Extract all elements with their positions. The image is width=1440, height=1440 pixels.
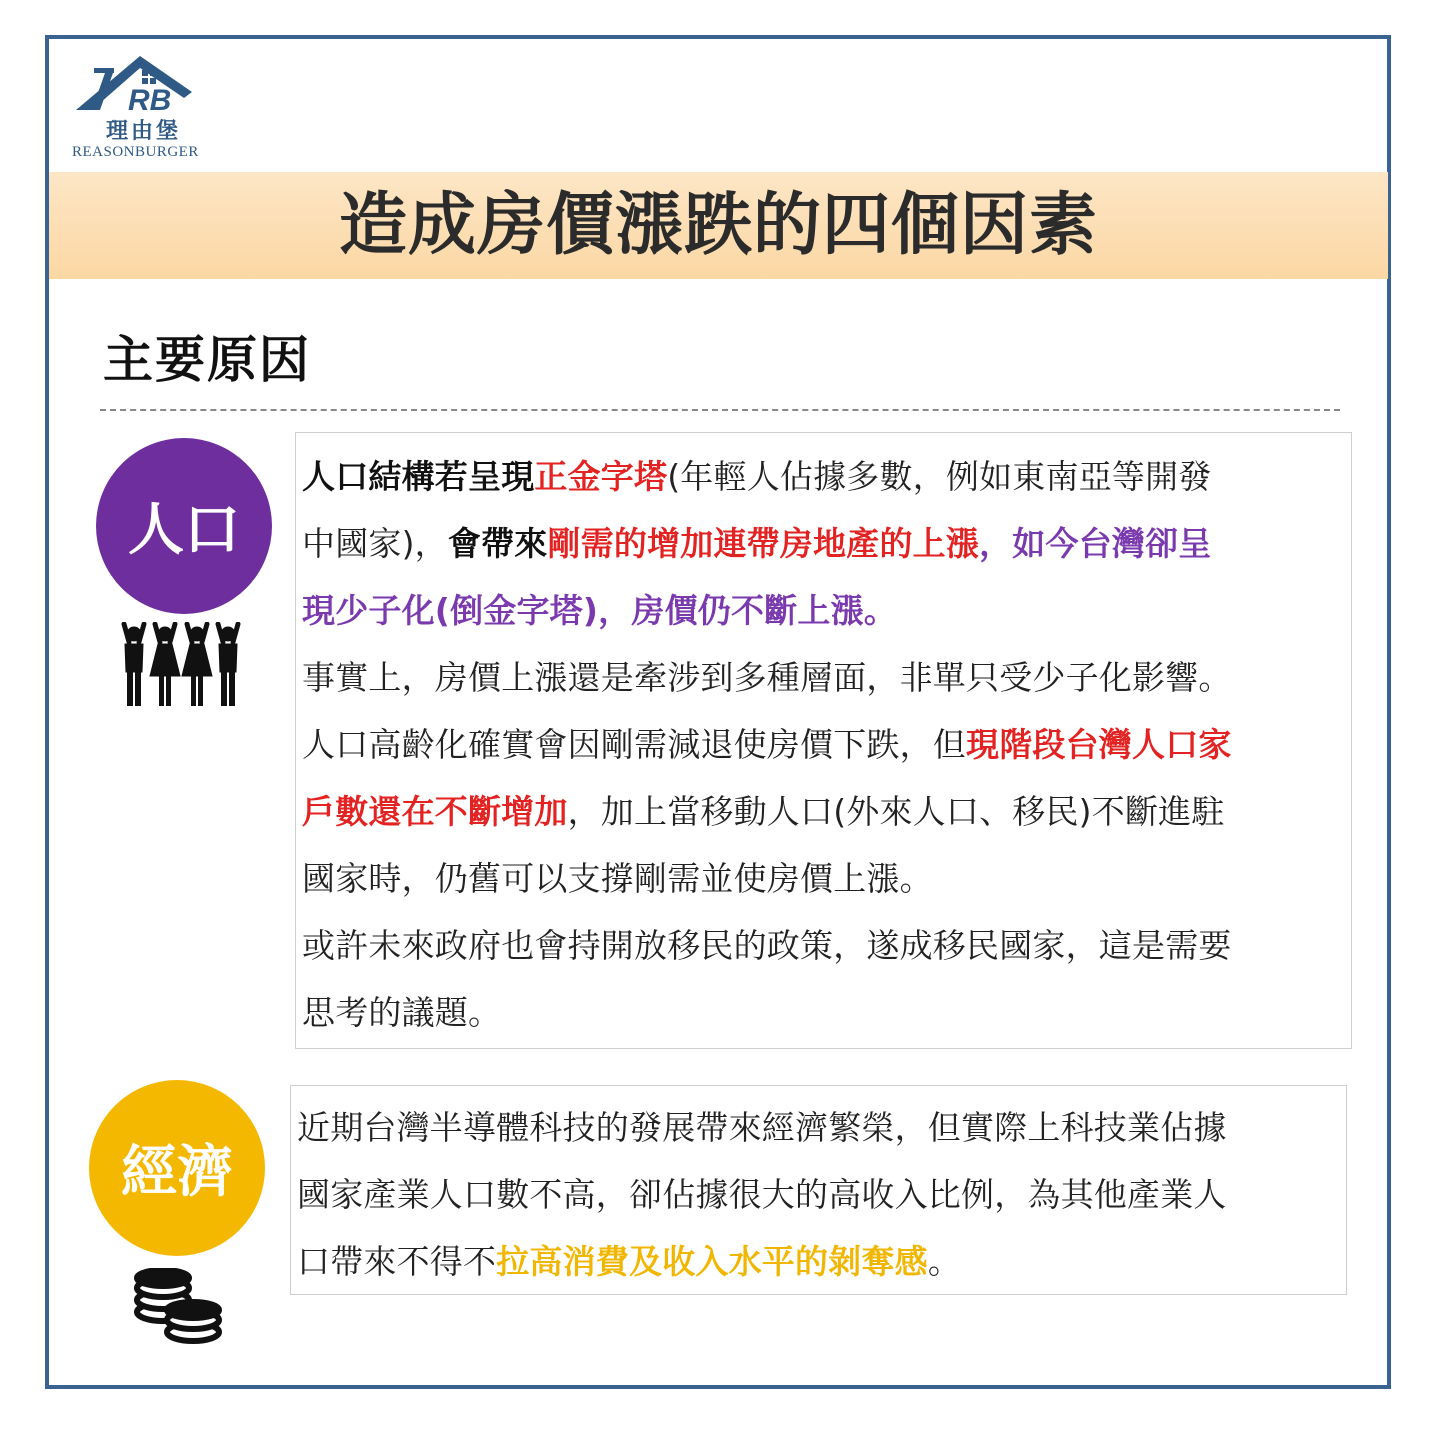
population-line-6 [302,778,1351,845]
population-line-4 [302,644,1351,711]
text-plain: 近期台灣半導體科技的發展帶來經濟繁榮，但實際上科技業佔據 [297,1108,1227,1147]
text-plain: ，加上當移動人口(外來人口、移民)不斷進駐 [567,792,1225,831]
text-plain: 或許未來政府也會持開放移民的政策，遂成移民國家，這是需要 [302,926,1232,965]
text-highlight-red: 現階段台灣人口家 [966,725,1232,764]
people-group-icon [118,622,244,712]
population-line-3 [302,577,1351,644]
economy-badge [89,1080,265,1256]
population-line-8 [302,912,1351,979]
logo-letters: RB [128,84,172,117]
economy-text-box [290,1085,1347,1295]
section-divider [100,409,1340,411]
economy-badge-label: 經濟 [121,1140,233,1205]
economy-line-2 [297,1161,1346,1228]
text-plain: 中國家)， [302,524,448,563]
text-plain: 事實上，房價上漲還是牽涉到多種層面，非單只受少子化影響。 [302,658,1232,697]
page-title: 造成房價漲跌的四個因素 [338,186,1098,265]
economy-line-1 [297,1094,1346,1161]
text-plain: 思考的議題。 [302,993,502,1032]
text-plain: (年輕人佔據多數，例如東南亞等開發 [667,457,1212,496]
population-line-5 [302,711,1351,778]
text-highlight-red: 戶數還在不斷增加 [302,792,568,831]
brand-name-en: REASONBURGER [72,144,199,160]
text-highlight-purple: ，如今台灣卻呈 [979,524,1212,563]
text-plain: 人口高齡化確實會因剛需減退使房價下跌，但 [302,725,966,764]
population-line-2 [302,510,1351,577]
coins-icon [131,1268,227,1352]
section-title: 主要原因 [103,331,311,389]
population-text-box [295,432,1352,1049]
text-bold: 人口結構若呈現 [302,457,535,496]
brand-logo [70,48,220,168]
house-logo-icon [70,48,220,118]
economy-line-3 [297,1228,1346,1295]
text-plain: 國家產業人口數不高，卻佔據很大的高收入比例，為其他產業人 [297,1175,1227,1214]
text-highlight-red: 剛需的增加連帶房地產的上漲 [547,524,980,563]
population-badge [96,438,272,614]
population-line-1 [302,443,1351,510]
text-plain: 國家時，仍舊可以支撐剛需並使房價上漲。 [302,859,933,898]
title-banner [49,172,1388,279]
text-plain: 。 [927,1242,962,1281]
text-highlight-red: 正金字塔 [534,457,668,496]
text-plain: 口帶來不得不 [297,1242,497,1281]
population-line-9 [302,979,1351,1046]
brand-name-cn: 理由堡 [106,118,182,144]
text-highlight-yellow: 拉高消費及收入水平的剝奪感 [496,1242,928,1281]
population-badge-label: 人口 [128,498,240,563]
population-line-7 [302,845,1351,912]
text-bold: 會帶來 [447,524,548,563]
text-highlight-purple: 現少子化(倒金字塔)，房價仍不斷上漲。 [302,591,897,630]
